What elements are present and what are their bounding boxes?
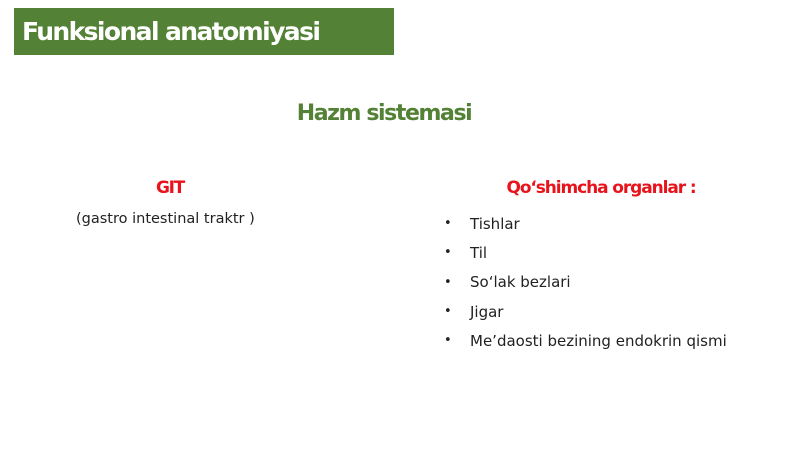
list-item-label: Til <box>470 243 488 262</box>
list-item <box>444 238 727 267</box>
bullet-icon: • <box>444 216 452 232</box>
git-description: (gastro intestinal traktr ) <box>76 211 255 227</box>
slide-subtitle: Hazm sistemasi <box>296 101 472 126</box>
list-item-label: So‘lak bezlari <box>470 273 571 292</box>
list-item-label: Me’daosti bezining endokrin qismi <box>470 331 727 350</box>
slide-title: Funksional anatomiyasi <box>22 17 320 46</box>
title-banner <box>14 8 394 55</box>
list-item <box>444 326 727 355</box>
list-item-label: Jigar <box>470 302 504 321</box>
bullet-icon: • <box>444 304 452 320</box>
git-heading: GIT <box>156 178 184 198</box>
list-item <box>444 297 727 326</box>
accessory-organs-heading: Qo‘shimcha organlar : <box>506 178 696 198</box>
bullet-icon: • <box>444 333 452 349</box>
list-item <box>444 209 727 238</box>
bullet-icon: • <box>444 245 452 261</box>
list-item-label: Tishlar <box>470 214 520 233</box>
accessory-organs-list <box>444 209 727 355</box>
bullet-icon: • <box>444 274 452 290</box>
list-item <box>444 268 727 297</box>
